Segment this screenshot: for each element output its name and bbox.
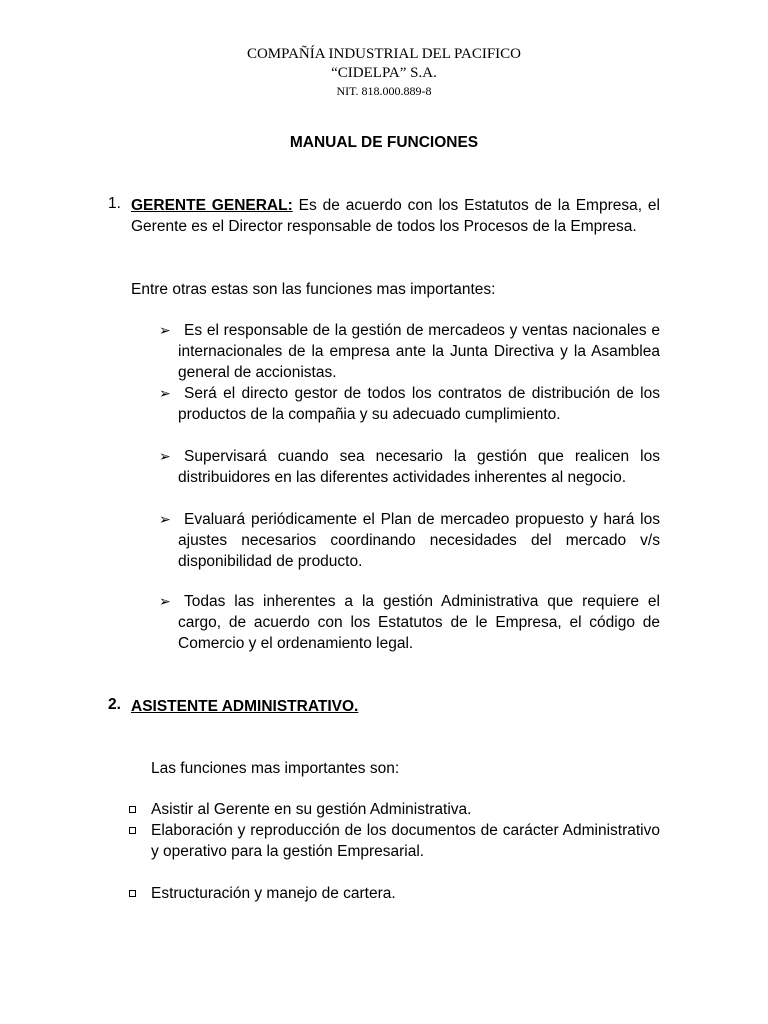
section-2-bullet-2: Elaboración y reproducción de los documentos de carácter Administrativo y operativo para la gestión Empresarial. [151,822,660,860]
arrow-bullet-icon: ➢ [159,322,171,338]
arrow-bullet-icon: ➢ [159,448,171,464]
section-1-lead: Entre otras estas son las funciones mas importantes: [131,281,496,298]
section-2-bullet-1: Asistir al Gerente en su gestión Administrativa. [151,801,472,818]
section-1-bullet-2: Será el directo gestor de todos los contratos de distribución de los productos de la compañia y su adecuado cumplimiento. [178,385,660,423]
arrow-bullet-icon: ➢ [159,593,171,609]
company-brand: “CIDELPA” S.A. [331,65,437,81]
section-1-bullet-3: Supervisará cuando sea necesario la gestión que realicen los distribuidores en las diferentes actividades inherentes al negocio. [178,448,660,486]
company-nit: NIT. 818.000.889-8 [336,84,432,98]
section-1-intro [131,195,660,237]
arrow-bullet-icon: ➢ [159,385,171,401]
section-1-bullet-1: Es el responsable de la gestión de mercadeos y ventas nacionales e internacionales de la empresa ante la Junta Directiva y la Asamblea general de accionistas. [178,322,660,381]
section-1-bullet-4: Evaluará periódicamente el Plan de mercadeo propuesto y hará los ajustes necesarios coordinando necesidades del mercado v/s disponibilidad de producto. [178,511,660,570]
section-2-number: 2. [108,696,121,713]
section-1-heading: GERENTE GENERAL: [131,197,293,214]
section-1-bullet-5: Todas las inherentes a la gestión Administrativa que requiere el cargo, de acuerdo con los Estatutos de le Empresa, el código de Comercio y el ordenamiento legal. [178,593,660,652]
company-name: COMPAÑÍA INDUSTRIAL DEL PACIFICO [246,46,522,62]
section-2-lead: Las funciones mas importantes son: [151,760,400,777]
square-bullet-icon [129,806,136,813]
section-1-intro-text: Es de acuerdo con los Estatutos de la Empresa, el Gerente es el Director responsable de todos los Procesos de la Empresa. [131,197,660,235]
section-2-bullet-3: Estructuración y manejo de cartera. [151,885,396,902]
arrow-bullet-icon: ➢ [159,511,171,527]
square-bullet-icon [129,827,136,834]
square-bullet-icon [129,890,136,897]
section-1-number: 1. [108,195,121,212]
section-2-heading: ASISTENTE ADMINISTRATIVO. [131,698,359,715]
page-title: MANUAL DE FUNCIONES [289,134,479,151]
